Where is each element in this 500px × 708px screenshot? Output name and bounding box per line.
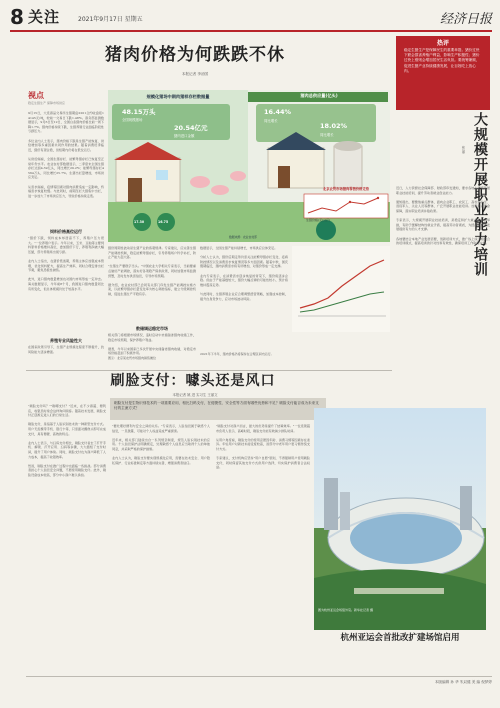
- side-headline: 大规模开展职业能力培训: [472, 112, 488, 277]
- photo-caption: 杭州亚运会首批改扩建场馆启用: [340, 633, 460, 643]
- stat-c-label: 同比增长: [264, 119, 278, 123]
- stat-b-value: 20.54亿元: [174, 124, 208, 132]
- side-author: 张 丽: [461, 146, 465, 154]
- section-title: 关注: [28, 8, 61, 26]
- lead-byline: 本报记者 李治国: [181, 72, 209, 76]
- lead-subhead-1: 饲料价格高位运行: [50, 229, 82, 234]
- x-label-0: 17.30: [134, 220, 145, 224]
- tower-right: [460, 486, 472, 530]
- hot-comment-box: [396, 36, 490, 110]
- photo-credit: 图为杭州亚运会场馆外景。新华社记者 摄: [318, 608, 373, 612]
- lead-footnote: 2021年下半年，猪肉价格仍将保持在合理区间内运行。: [200, 352, 274, 356]
- pig-figure-1: [190, 176, 210, 188]
- page-header: [10, 6, 492, 28]
- chart-title-1: 规模化猪场中期肉猪样存栏数据量: [146, 94, 210, 99]
- viewpoint-tag: 视点: [28, 91, 44, 100]
- supply-line: [300, 292, 384, 312]
- stat-b-label: 猪肉进口金额: [174, 134, 195, 138]
- stat-c-value: 16.44%: [264, 108, 292, 116]
- chart-title-2: 猪肉总供应量(亿头): [300, 93, 338, 98]
- lead-body-1: "猪价下跌，饲料成本却居高不下，养殖户压力很大。"一位养殖户表示。今年以来，玉米、豆粕等主要饲料原料价格维持高位，叠加猪价下行，养殖利润被大幅压缩，部分养殖场出现亏损。 业内人士指出，在猪价低迷期，养殖主体应加强成本管理，优化饲料配方，提高生产效率，同时合理安排出栏节奏，避免恐慌性抛售。 此外，进口猪肉数量增加也对国内市场形成一定冲击。海关数据显示，今年前8个月，我国进口猪肉数量同比有所变化，但总体规模仍处于较高水平。: [28, 236, 104, 291]
- side-body: 近日，人力资源社会保障部、财政部印发通知，要求各地大规模开展职业技能培训，提升劳动者就业创业能力。 通知提出，要聚焦重点群体，面向企业职工、农民工、高校毕业生、退役军人、失业人员等群体，广泛开展职业技能培训。加强培训资金保障，落实职业培训补贴政策。 专家表示，大规模开展职业技能培训，是稳定和扩大就业的重要举措，有助于缓解结构性就业矛盾，提高劳动者素质，为经济高质量发展提供有力的人才支撑。 各地要结合本地产业发展需要，创新培训方式，推广线上线下相结合的培训模式，提高培训的针对性和有效性，确保培训工作取得实效。: [396, 186, 490, 246]
- issue-date: 2021年9月17日 星期五: [78, 16, 143, 23]
- chart-caption: 数据来源：农业农村部: [229, 235, 257, 239]
- second-headline: 刷脸支付：噱头还是风口: [110, 373, 276, 389]
- second-body-3: "刷脸支付对商户而言，最大的优势是提升了结算效率。"一位连锁超市负责人表示，高峰时段，刷脸支付能有效减少排队时间。 从用户角度看，刷脸支付的使用意愿因年龄、消费习惯等因素存在差异。年轻用户对新技术接受度较高，而部分中老年用户更习惯传统支付方式。 专家建议，支付机构应坚持"用户自愿"原则，不得强制用户使用刷脸支付，同时保留其他支付方式供用户选择，切实保护消费者合法权益。: [216, 424, 310, 470]
- stadium-photo-art: [314, 408, 486, 630]
- second-body-1: "刷脸支付吗？""刷哪支付？"近来，在不少商超、便利店，收银员时常会这样询问顾客。随着技术发展，刷脸支付正逐渐走进人们的日常生活。 刷脸支付，是指基于人脸识别技术的一种新型支付方式。用户无需携带手机、银行卡等，只需面对摄像头即可完成支付，具有便捷、高效的特点。 业内人士表示，与扫码支付相比，刷脸支付省去了打开手机、解锁、打开应用、扫码等步骤，大大缩短了支付时间，提升了用户体验。同时，刷脸支付也为商户降低了人力成本，提高了收银效率。 然而，刷脸支付在推广过程中也面临一些挑战。部分消费者担心个人信息安全问题，不愿使用刷脸支付。此外，刷脸设备成本较高，部分中小商户难以承担。: [28, 404, 106, 477]
- price-chart: [292, 246, 390, 332]
- hot-label: 热评: [436, 40, 449, 47]
- footer-rule: [26, 676, 492, 677]
- stadium-photo: [314, 408, 486, 630]
- barn-left: [116, 158, 180, 202]
- pork-infographic: [108, 90, 390, 242]
- page-number: 8: [10, 5, 24, 29]
- price-badge-bottom: [316, 220, 336, 240]
- pig-figure-3: [230, 171, 246, 181]
- lead-subhead-3: 数储调运稳定市场: [136, 326, 168, 331]
- tower-left: [324, 478, 338, 530]
- lead-body-3: 猪价周期性波动是生猪产业的客观规律。专家建议，应完善生猪产能调控机制，稳定能繁母猪存栏，引导养殖场户科学补栏，防止产能大起大落。 "生猪生产要稳字当头。"中国农业大学相关专家表示，当前要重点做好产能调控，落实好各项稳产保供政策，同时加强市场监测预警，及时发布供需信息，引导市场预期。 据介绍，农业农村部已会同有关部门印发生猪产能调控实施方案，以能繁母猪存栏量变化率为核心调控指标，建立分级调控机制，促进生猪生产平稳有序。: [108, 246, 196, 296]
- lead-intro: 9月15日，大连商品交易所生猪期货2201合约收盘报14145元/吨，较前一交易日下跌1.48%。商务部监测数据显示，9月6日至12日，全国白条猪肉价格比前一周下降1.7%。猪肉价格持续下跌，生猪养殖行业面临阶段性亏损压力。 多位业内人士表示，猪肉价格下跌是生猪产能恢复、供给增加等多重因素共同作用的结果。随着消费旺季临近，猪价有望企稳，但短期内仍将在低位运行。 从供给端看，全国生猪存栏、能繁母猪存栏已恢复至正常年份水平。农业农村部数据显示，二季度末全国生猪存栏达到4.39亿头，同比增长29.2%；能繁母猪存栏4564万头，同比增长25.7%。生猪出栏量增加，市场供应充足。 从需求端看，疫情等因素对猪肉消费造成一定影响，终端需求恢复较慢。与此同时，前期压栏大猪集中出栏，进一步加大了市场供应压力，导致价格持续走低。: [28, 111, 104, 198]
- stat-a-label: 全国规模猪场: [122, 118, 143, 122]
- header-rule: [10, 30, 492, 32]
- second-intro: 刷脸支付是生物识别技术的一项重要应用，相比扫码支付，在便捷性、安全性等方面有哪些优势和不足？刷脸支付能否成为未来支付的主流方式？: [114, 401, 319, 410]
- lead-body-3b: 相关部门将根据市场情况，适时启动中央储备冻猪肉收储工作，稳定市场预期，保护养殖户利益。 据悉，今年以来国家已多次开展中央储备冻猪肉收储，对稳定市场价格起到了积极作用。: [108, 333, 196, 355]
- lead-body-2: 在国家政策引导下，生猪产业规模化程度不断提升，抗风险能力逐步增强。: [28, 345, 104, 354]
- mini-line-chart-frame: [304, 194, 388, 218]
- lead-photo-note: 图①：北京某农贸市场猪肉销售摊位: [108, 356, 157, 360]
- x-label-1: 16.75: [158, 220, 169, 224]
- lead-subhead-2: 养殖专业风险性大: [50, 338, 82, 343]
- lead-body-4: 数据显示，全国生猪产能持续增长，市场供应总体充足。 分析人士认为，猪价后期走势仍需关注能繁母猪存栏变化、疫病防控情况以及消费需求恢复情况等多方面因素。随着中秋、国庆假期临近，猪肉消费需求将有所增加，对猪价形成一定支撑。 业内专家表示，在消费需求逐步恢复的背景下，猪价将逐步企稳。但由于产能基数较大，猪价大幅反弹的可能性较小，预计将维持震荡走势。 与此同时，生猪养殖企业应合理调整经营策略，加强成本控制，提升自身竞争力，应对市场波动风险。: [200, 246, 288, 301]
- second-intro-box: [110, 398, 326, 420]
- lead-headline: 猪肉价格为何跌跌不休: [105, 45, 285, 65]
- silo: [334, 146, 362, 188]
- section-divider: [26, 370, 392, 371]
- stat-d-label: 同比增长: [320, 133, 334, 137]
- second-byline: 本报记者 姚 进 实习生 王丽文: [172, 393, 218, 397]
- mini-label: 生猪价格(元/公斤): [306, 218, 331, 222]
- hot-text: 稳定生猪生产是保障民生的重要举措。猪价过快下跌会损害养殖户利益，影响生产积极性；猪价过快上涨则会增加居民生活负担。要统筹兼顾，促进生猪产业持续健康发展，让百姓吃上放心肉。: [404, 48, 480, 73]
- barn-right: [268, 148, 324, 188]
- stat-d-value: 18.02%: [320, 122, 348, 130]
- viewpoint-sub: 稳定生猪生产 保障市场供应: [28, 101, 65, 105]
- price-line: [300, 260, 384, 308]
- pig-figure-2: [211, 185, 229, 195]
- chart-note: 北京农贸市场猪肉零售价格走势: [322, 187, 370, 191]
- page-editors: 本版编辑 孙 华 朱双健 美 编 倪梦婷: [434, 680, 492, 684]
- second-body-2: "要处理好便利与安全之间的关系。"专家表示，人脸信息属于敏感个人信息，一旦泄露，可能对个人权益造成严重损害。 近年来，相关部门陆续出台一系列规章制度，规范人脸识别技术的应用。个人信息保护法明确规定，处理敏感个人信息应当取得个人的单独同意，并采取严格的保护措施。 业内人士认为，刷脸支付要实现规模化应用，需要在技术安全、用户隐私保护、行业标准制定等方面持续完善，增强消费者信任。: [112, 424, 210, 465]
- price-chart-plot: [292, 246, 390, 332]
- viewpoint-box: [28, 91, 100, 105]
- paper-name: 经济日报: [439, 12, 492, 27]
- stat-a-value: 48.15万头: [122, 108, 156, 116]
